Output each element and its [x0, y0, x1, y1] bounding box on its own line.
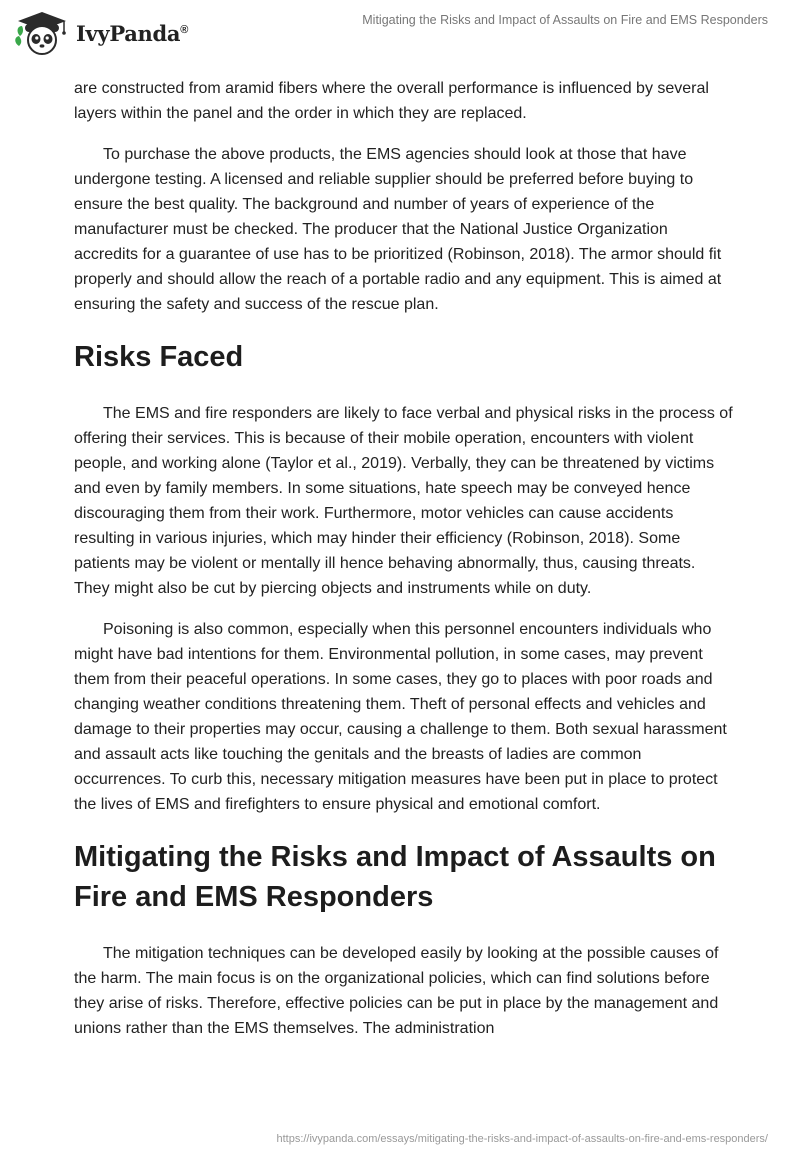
panda-graduate-icon: [14, 10, 70, 56]
section-heading-mitigating: Mitigating the Risks and Impact of Assaults on Fire and EMS Responders: [74, 841, 716, 913]
paragraph: To purchase the above products, the EMS agencies should look at those that have undergone testing. A licensed and reliable supplier should be preferred before buying to ensure the best quality. The background and number of years of experience of the manufacturer must be checked. The producer that the National Justice Organization accredits for a guarantee of use has to be prioritized (Robinson, 2018). The armor should fit properly and should allow the reach of a portable radio and any equipment. This is aimed at ensuring the safety and success of the rescue plan.: [74, 146, 722, 313]
brand-name: IvyPanda®: [76, 20, 189, 46]
paragraph: The mitigation techniques can be developed easily by looking at the possible causes of the harm. The main focus is on the organizational policies, which can find solutions before they arise of risks. Therefore, effective policies can be put in place by the management and unions rather than the EMS themselves. The administration: [74, 945, 719, 1037]
running-title: Mitigating the Risks and Impact of Assaults on Fire and EMS Responders: [362, 13, 768, 27]
section-heading-risks-faced: Risks Faced: [74, 341, 244, 373]
paragraph: The EMS and fire responders are likely to face verbal and physical risks in the process of offering their services. This is because of their mobile operation, encounters with violent people, and working alone (Taylor et al., 2019). Verbally, they can be threatened by victims and even by family members. In some situations, hate speech may be conveyed hence discouraging them from their work. Furthermore, motor vehicles can cause accidents resulting in various injuries, which may hinder their efficiency (Robinson, 2018). Some patients may be violent or mentally ill hence behaving abnormally, thus, causing threats. They might also be cut by piercing objects and instruments while on duty.: [74, 405, 733, 597]
brand-logo[interactable]: [14, 10, 188, 56]
source-url[interactable]: https://ivypanda.com/essays/mitigating-the-risks-and-impact-of-assaults-on-fire-and-ems-responders/: [276, 1133, 768, 1145]
paragraph: Poisoning is also common, especially when this personnel encounters individuals who might have bad intentions for them. Environmental pollution, in some cases, may prevent them from their peaceful operations. In some cases, they go to places with poor roads and changing weather conditions threatening them. Theft of personal effects and vehicles and damage to their properties may occur, causing a challenge to them. Both sexual harassment and assault acts like touching the genitals and the breasts of ladies are common occurrences. To curb this, necessary mitigation measures have been put in place to protect the lives of EMS and firefighters to ensure physical and emotional comfort.: [74, 621, 727, 813]
essay-content: [74, 76, 734, 1057]
paragraph-continuation: are constructed from aramid fibers where the overall performance is influenced by several layers within the panel and the order in which they are replaced.: [74, 80, 709, 122]
page-header: [0, 0, 800, 64]
